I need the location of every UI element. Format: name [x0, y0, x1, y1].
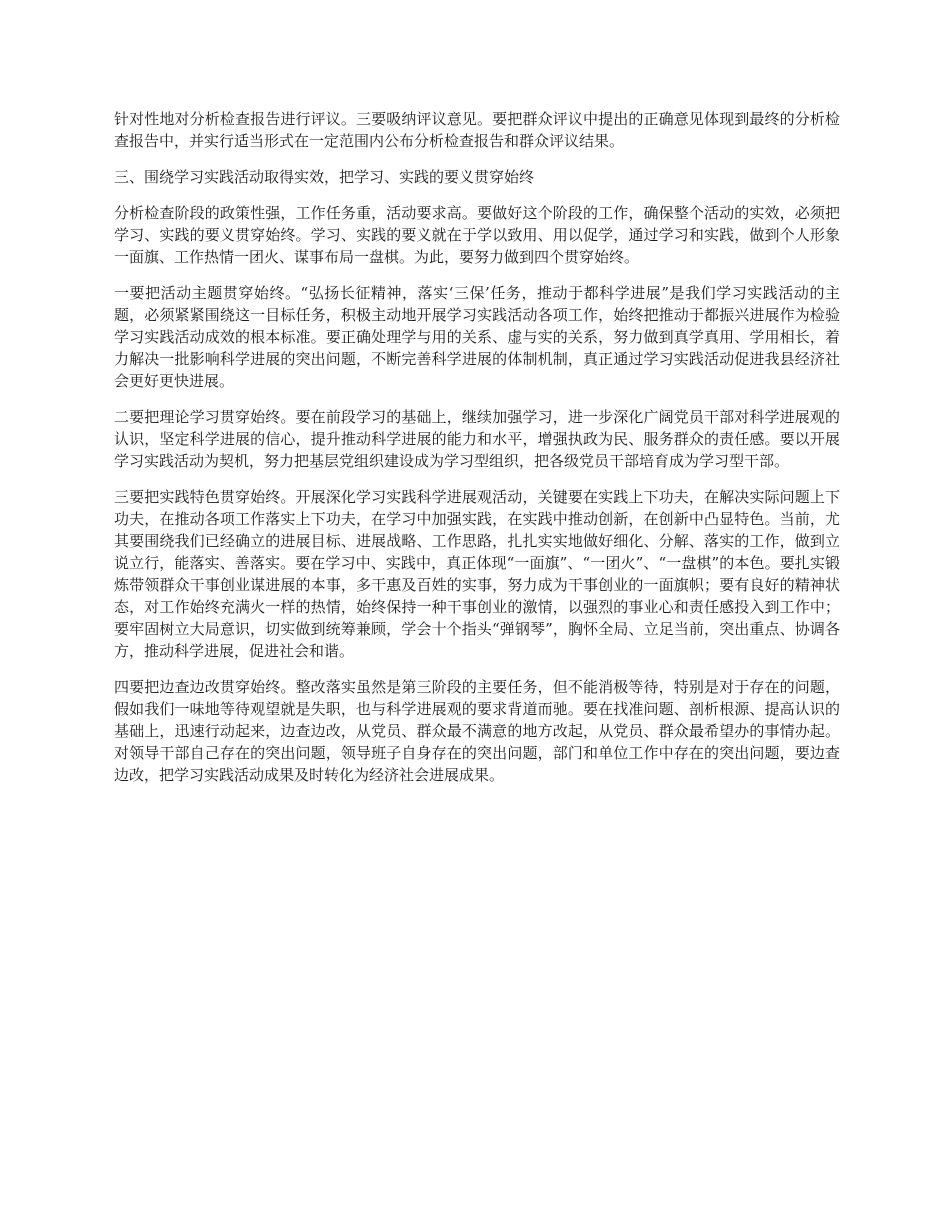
document-page [114, 108, 840, 800]
paragraph-theme: 一要把活动主题贯穿始终。“弘扬长征精神，落实‘三保’任务，推动于都科学进展”是我们学习实践活动的主题，必须紧紧围绕这一目标任务，积极主动地开展学习实践活动各项工作，始终把推动于都振兴进展作为检验学习实践活动成效的根本标准。要正确处理学与用的关系、虚与实的关系，努力做到真学真用、学用相长，着力解决一批影响科学进展的突出问题，不断完善科学进展的体制机制，真正通过学习实践活动促进我县经济社会更好更快进展。 [114, 284, 840, 390]
section-heading-3: 三、围绕学习实践活动取得实效，把学习、实践的要义贯穿始终 [114, 168, 535, 186]
paragraph-practice-features: 三要把实践特色贯穿始终。开展深化学习实践科学进展观活动，关键要在实践上下功夫，在解决实际问题上下功夫，在推动各项工作落实上下功夫，在学习中加强实践，在实践中推动创新，在创新中凸显特色。当前，尤其要围绕我们已经确立的进展目标、进展战略、工作思路，扎扎实实地做好细化、分解、落实的工作，做到立说立行，能落实、善落实。要在学习中、实践中，真正体现“一面旗”、“一团火”、“一盘棋”的本色。要扎实锻炼带领群众干事创业谋进展的本事，多干惠及百姓的实事，努力成为干事创业的一面旗帜；要有良好的精神状态，对工作始终充满火一样的热情，始终保持一种干事创业的激情，以强烈的事业心和责任感投入到工作中；要牢固树立大局意识，切实做到统筹兼顾，学会十个指头“弹钢琴”，胸怀全局、立足当前，突出重点、协调各方，推动科学进展，促进社会和谐。 [114, 488, 840, 660]
paragraph-theory-study: 二要把理论学习贯穿始终。要在前段学习的基础上，继续加强学习，进一步深化广阔党员干部对科学进展观的认识，坚定科学进展的信心，提升推动科学进展的能力和水平，增强执政为民、服务群众的责任感。要以开展学习实践活动为契机，努力把基层党组织建设成为学习型组织，把各级党员干部培育成为学习型干部。 [114, 408, 840, 470]
paragraph-evaluation-continuation: 针对性地对分析检查报告进行评议。三要吸纳评议意见。要把群众评议中提出的正确意见体现到最终的分析检查报告中，并实行适当形式在一定范围内公布分析检查报告和群众评议结果。 [114, 110, 840, 150]
paragraph-check-and-correct: 四要把边查边改贯穿始终。整改落实虽然是第三阶段的主要任务，但不能消极等待，特别是对于存在的问题，假如我们一味地等待观望就是失职，也与科学进展观的要求背道而驰。要在找准问题、剖析根源、提高认识的基础上，迅速行动起来，边查边改，从党员、群众最不满意的地方改起，从党员、群众最希望办的事情办起。对领导干部自己存在的突出问题，领导班子自身存在的突出问题，部门和单位工作中存在的突出问题，要边查边改，把学习实践活动成果及时转化为经济社会进展成果。 [114, 678, 840, 784]
paragraph-intro: 分析检查阶段的政策性强，工作任务重，活动要求高。要做好这个阶段的工作，确保整个活动的实效，必须把学习、实践的要义贯穿始终。学习、实践的要义就在于学以致用、用以促学，通过学习和实践，做到个人形象一面旗、工作热情一团火、谋事布局一盘棋。为此，要努力做到四个贯穿始终。 [114, 204, 840, 266]
